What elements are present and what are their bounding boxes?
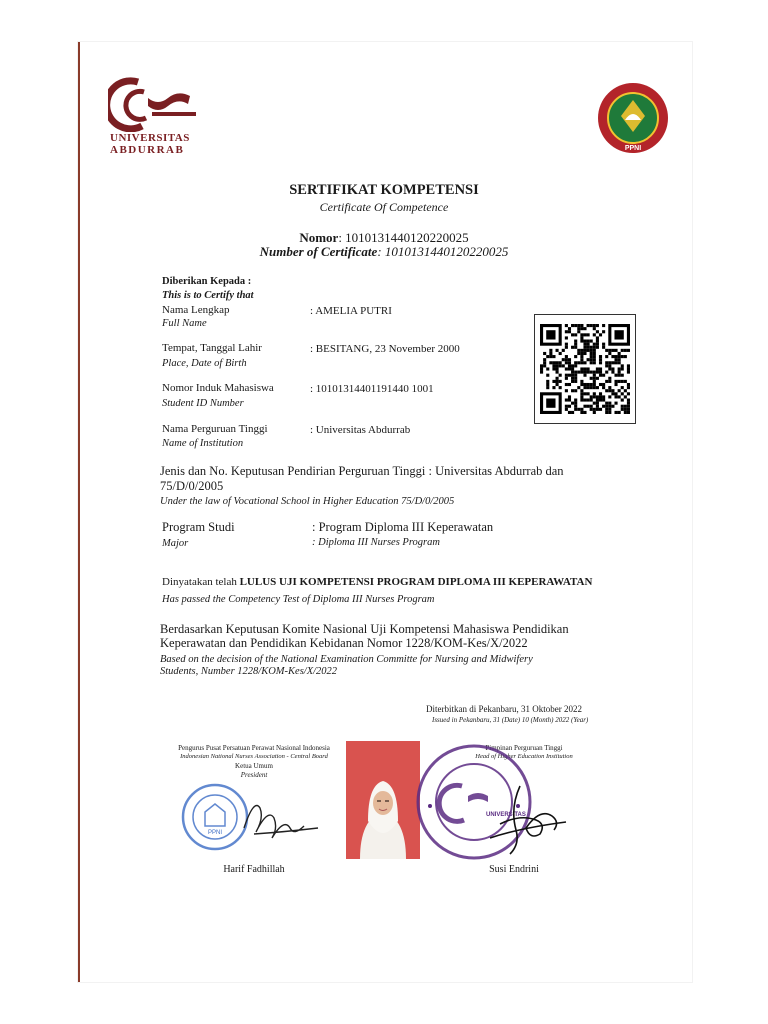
program-label: Program Studi: [162, 520, 235, 534]
given-label-en: This is to Certify that: [162, 290, 254, 301]
issued-line-en: Issued in Pekanbaru, 31 (Date) 10 (Month) 2022 (Year): [432, 716, 589, 724]
right-sign-org: Pimpinan Perguruan Tinggi: [485, 744, 563, 752]
decree-line-en: Under the law of Vocational School in Higher Education 75/D/0/2005: [160, 496, 455, 507]
field-label-name: Nama Lengkap: [162, 304, 230, 316]
basis-en-2: Students, Number 1228/KOM-Kes/X/2022: [160, 666, 338, 677]
number-label: Number of Certificate: [259, 244, 378, 259]
declared-line: [162, 576, 592, 588]
left-sign-name: Harif Fadhillah: [223, 864, 285, 875]
right-sign-name: Susi Endrini: [489, 864, 539, 875]
field-label-institution: Nama Perguruan Tinggi: [162, 423, 268, 435]
program-value-en: : Diploma III Nurses Program: [312, 537, 440, 548]
declared-bold: LULUS UJI KOMPETENSI PROGRAM DIPLOMA III KEPERAWATAN: [239, 576, 593, 588]
number-value: : 1010131440120220025: [377, 244, 509, 259]
basis-line-1: Berdasarkan Keputusan Komite Nasional Uji Kompetensi Mahasiswa Pendidikan: [160, 622, 569, 636]
basis-line-2: Keperawatan dan Pendidikan Kebidanan Nomor 1228/KOM-Kes/X/2022: [160, 636, 528, 650]
field-label-institution-en: Name of Institution: [162, 438, 244, 449]
university-logo-text-2: ABDURRAB: [110, 144, 185, 156]
certificate-title: SERTIFIKAT KOMPETENSI: [289, 182, 479, 198]
left-sign-role: Ketua Umum: [235, 762, 273, 770]
certificate-subtitle: Certificate Of Competence: [319, 200, 449, 214]
issued-line: Diterbitkan di Pekanbaru, 31 Oktober 2022: [426, 704, 582, 714]
decree-line-2: 75/D/0/2005: [160, 479, 224, 493]
student-photo-portrait: [346, 741, 420, 859]
field-label-birth: Tempat, Tanggal Lahir: [162, 342, 262, 354]
declared-prefix: Dinyatakan telah: [162, 576, 237, 588]
right-signature: [480, 778, 570, 858]
field-label-birth-en: Place, Date of Birth: [162, 358, 247, 369]
university-logo-mark: [108, 76, 200, 132]
ppni-emblem-icon: [597, 80, 669, 156]
field-value-birth: : BESITANG, 23 November 2000: [310, 343, 460, 355]
left-sign-role-en: President: [240, 771, 268, 779]
right-signature-icon: [480, 778, 570, 858]
student-photo: [346, 741, 420, 859]
basis-en-1: Based on the decision of the National Examination Committe for Nursing and Midwifery: [160, 654, 533, 665]
decree-line-1: Jenis dan No. Keputusan Pendirian Perguruan Tinggi : Universitas Abdurrab dan: [160, 464, 564, 478]
program-label-en: Major: [162, 538, 189, 549]
field-value-name: : AMELIA PUTRI: [310, 305, 392, 317]
field-value-student-id: : 10101314401191440 1001: [310, 383, 434, 395]
nomor-value: : 1010131440120220025: [338, 230, 469, 245]
field-value-institution: : Universitas Abdurrab: [310, 424, 411, 436]
university-logo: [108, 76, 200, 158]
left-sign-org-en: Indonesian National Nurses Association - Central Board: [180, 753, 328, 760]
left-signature: [234, 788, 324, 848]
left-signature-icon: [234, 788, 324, 848]
ppni-badge: [597, 80, 669, 156]
nomor-label: Nomor: [299, 230, 339, 245]
qr-code: [534, 314, 636, 424]
field-label-student-id-en: Student ID Number: [162, 398, 244, 409]
svg-text:PPNI: PPNI: [207, 830, 223, 836]
svg-text:PPNI: PPNI: [624, 145, 642, 152]
right-sign-org-en: Head of Higher Education Institution: [475, 753, 573, 760]
certificate-number-en-line: [0, 244, 768, 260]
svg-text:UNIVERSITAS: UNIVERSITAS: [486, 812, 526, 818]
field-label-student-id: Nomor Induk Mahasiswa: [162, 382, 274, 394]
program-value: : Program Diploma III Keperawatan: [312, 520, 494, 534]
qr-code-icon: [540, 320, 630, 418]
declared-en: Has passed the Competency Test of Diploma III Nurses Program: [162, 594, 435, 605]
left-sign-org: Pengurus Pusat Persatuan Perawat Nasional Indonesia: [178, 744, 330, 752]
field-label-name-en: Full Name: [162, 318, 207, 329]
given-label: Diberikan Kepada :: [162, 276, 252, 287]
university-logo-text-1: UNIVERSITAS: [110, 132, 190, 144]
